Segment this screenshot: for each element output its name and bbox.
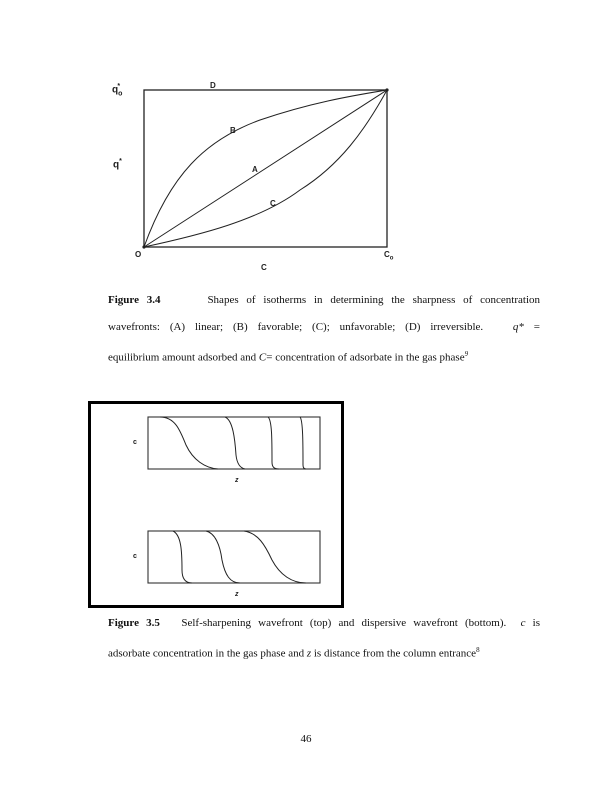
top-front-1: [160, 417, 218, 469]
label-a: A: [252, 165, 258, 174]
label-c0: $C_o$: [384, 250, 394, 262]
figure-3-5-caption: [108, 610, 540, 668]
label-q0-star: $q_o^*$: [112, 83, 123, 98]
top-panel-y-label: c: [133, 439, 137, 446]
top-front-2: [225, 417, 245, 469]
top-panel-x-label: z: [235, 477, 239, 484]
page-number: 46: [300, 733, 312, 745]
caption-line: wavefronts: (A) linear; (B) favorable; (C); unfavorable; (D) irreversible. q* =: [108, 321, 541, 333]
caption-line: adsorbate concentration in the gas phase and z is distance from the column entrance$^8$: [108, 646, 480, 660]
label-origin: O: [135, 250, 142, 259]
top-front-4: [300, 417, 306, 469]
bottom-panel-y-label: c: [133, 553, 137, 560]
bottom-front-2: [206, 531, 240, 583]
top-front-3: [268, 417, 279, 469]
top-panel-frame: [148, 417, 320, 469]
bottom-front-3: [244, 531, 306, 583]
label-b: B: [230, 126, 236, 135]
bottom-front-1: [173, 531, 192, 583]
label-q-star: q*: [113, 158, 122, 171]
label-c-curve: C: [270, 199, 276, 208]
label-d: D: [210, 81, 216, 90]
bottom-panel-frame: [148, 531, 320, 583]
bottom-panel-x-label: z: [235, 591, 239, 598]
label-c-axis: C: [261, 263, 267, 272]
caption-line: equilibrium amount adsorbed and C= concentration of adsorbate in the gas phase$^9$: [108, 350, 469, 364]
caption-line: Figure 3.4 Shapes of isotherms in determining the sharpness of concentration: [108, 294, 541, 306]
caption-line: Figure 3.5 Self-sharpening wavefront (top) and dispersive wavefront (bottom). c is: [108, 617, 540, 629]
